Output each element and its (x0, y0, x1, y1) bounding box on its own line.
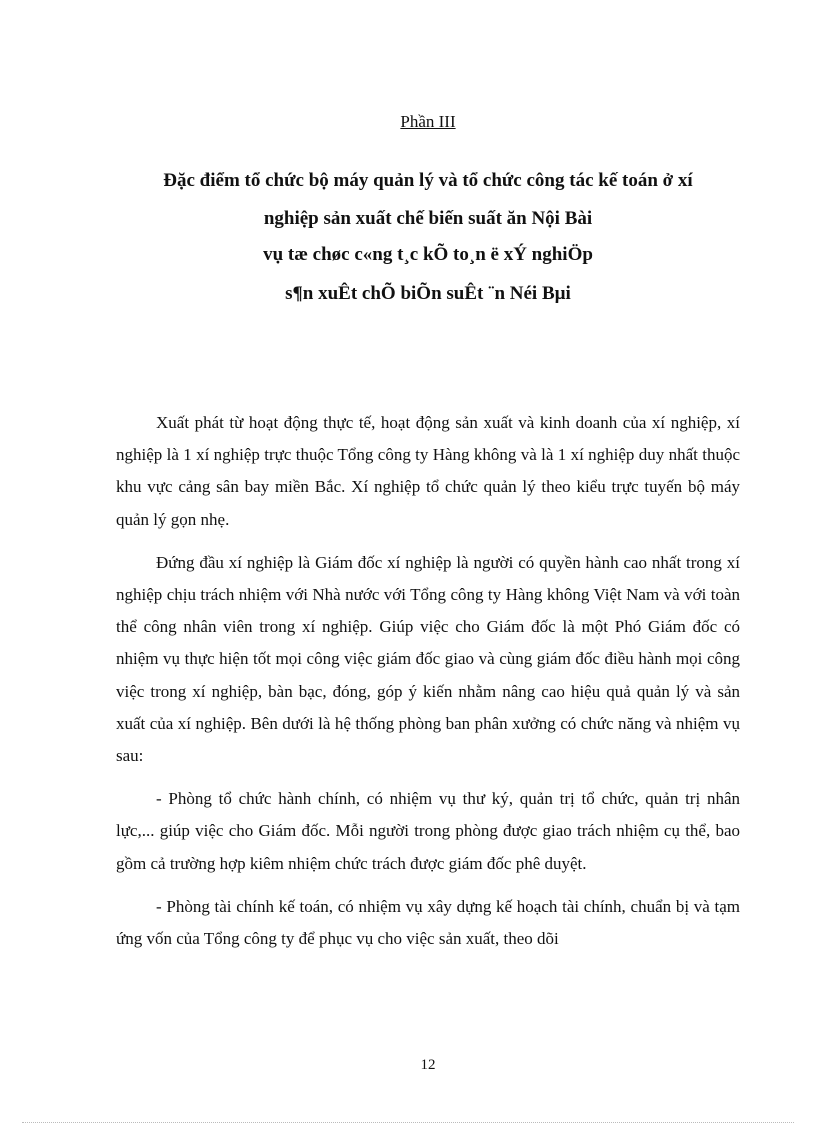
paragraph-admin-department: - Phòng tổ chức hành chính, có nhiệm vụ thư ký, quản trị tổ chức, quản trị nhân lực,... giúp việc cho Giám đốc. Mỗi người trong phòng được giao trách nhiệm cụ thể, bao gồm cả trường hợp kiêm nhiệm chức trách được giám đốc phê duyệt. (116, 789, 740, 873)
body-text (116, 407, 740, 966)
section-label: Phần III (400, 112, 456, 131)
page-number: 12 (420, 1057, 436, 1073)
paragraph-finance-department: - Phòng tài chính kế toán, có nhiệm vụ xây dựng kế hoạch tài chính, chuẩn bị và tạm ứng vốn của Tổng công ty để phục vụ cho việc sản xuất, theo dõi (116, 896, 740, 949)
paragraph-intro: Xuất phát từ hoạt động thực tế, hoạt động sản xuất và kinh doanh của xí nghiệp, xí nghiệp là 1 xí nghiệp trực thuộc Tổng công ty Hàng không và là 1 xí nghiệp duy nhất thuộc khu vực cảng sân bay miền Bắc. Xí nghiệp tổ chức quản lý theo kiểu trực tuyến bộ máy quản lý gọn nhẹ. (116, 413, 740, 529)
heading-line-4: s¶n xuÊt chÕ biÕn suÊt ¨n Néi Bµi (285, 283, 571, 304)
heading-line-3: vụ tæ chøc c«ng t¸c kÕ to¸n ë xÝ nghiÖp (263, 244, 593, 265)
paragraph-management: Đứng đầu xí nghiệp là Giám đốc xí nghiệp là người có quyền hành cao nhất trong xí nghiệp chịu trách nhiệm với Nhà nước với Tổng công ty Hàng không Việt Nam và với toàn thể công nhân viên trong xí nghiệp. Giúp việc cho Giám đốc là một Phó Giám đốc có nhiệm vụ thực hiện tốt mọi công việc giám đốc giao và cùng giám đốc điều hành mọi công việc trong xí nghiệp, bàn bạc, đóng, góp ý kiến nhằm nâng cao hiệu quả quản lý và sản xuất của xí nghiệp. Bên dưới là hệ thống phòng ban phân xưởng có chức năng và nhiệm vụ sau: (116, 552, 740, 766)
heading-line-2: nghiệp sản xuất chế biến suất ăn Nội Bài (263, 208, 593, 229)
heading-line-1: Đặc điểm tổ chức bộ máy quản lý và tổ chức công tác kế toán ở xí (163, 170, 693, 191)
